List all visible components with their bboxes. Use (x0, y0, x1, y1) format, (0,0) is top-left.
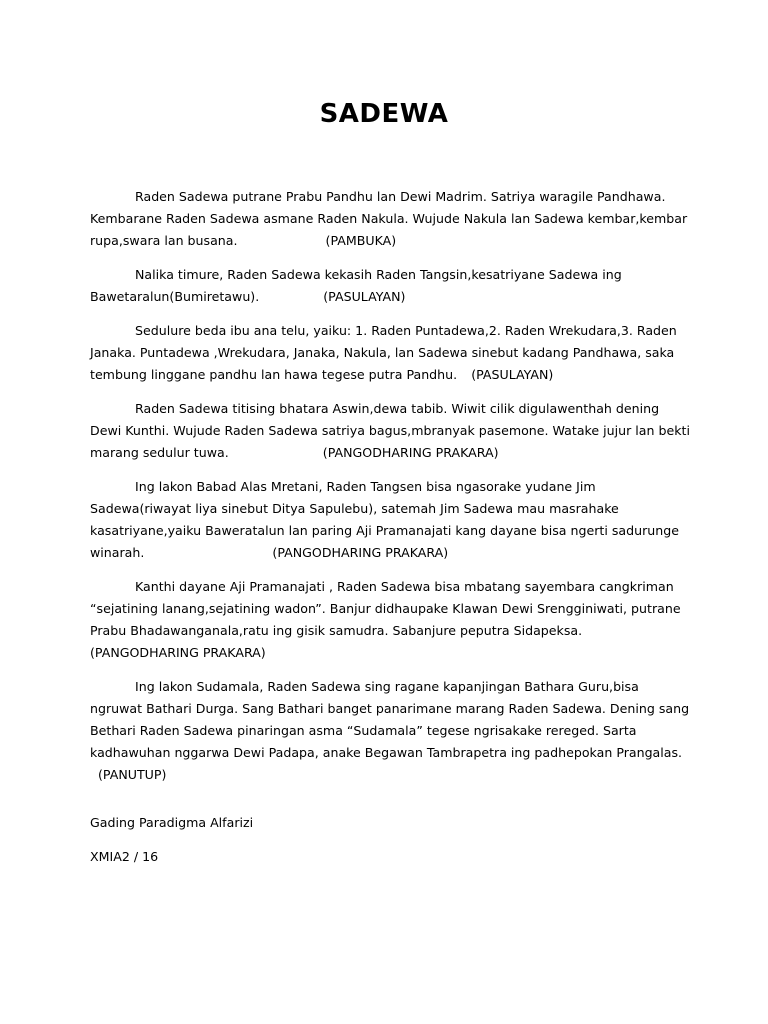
paragraph-2 (90, 264, 690, 308)
paragraph-tag: (PAMBUKA) (325, 233, 397, 248)
signature-block (90, 812, 253, 880)
paragraph-text: Ing lakon Sudamala, Raden Sadewa sing ragane kapanjingan Bathara Guru,bisa ngruwat Bathari Durga. Sang Bathari banget panarimane marang Raden Sadewa. Dening sang Bethari Raden Sadewa pinaringan asma “Sudamala” tegese ngrisakake rereged. Sarta kadhawuhan nggarwa Dewi Padapa, anake Begawan Tambrapetra ing padhepokan Prangalas. (90, 679, 690, 760)
document-body (90, 186, 690, 798)
author-name: Gading Paradigma Alfarizi (90, 815, 254, 830)
paragraph-1 (90, 186, 690, 252)
paragraph-tag: (PANGODHARING PRAKARA) (90, 645, 266, 660)
paragraph-text: Raden Sadewa titising bhatara Aswin,dewa tabib. Wiwit cilik digulawenthah dening Dewi Kunthi. Wujude Raden Sadewa satriya bagus,mbranyak pasemone. Watake jujur lan bekti marang sedulur tuwa. (90, 401, 690, 460)
paragraph-tag: (PASULAYAN) (471, 367, 554, 382)
paragraph-tag: (PANUTUP) (98, 767, 167, 782)
paragraph-text: Sedulure beda ibu ana telu, yaiku: 1. Raden Puntadewa,2. Raden Wrekudara,3. Raden Janaka. Puntadewa ,Wrekudara, Janaka, Nakula, lan Sadewa sinebut kadang Pandhawa, saka tembung linggane pandhu lan hawa tegese putra Pandhu. (90, 323, 677, 382)
paragraph-text: Raden Sadewa putrane Prabu Pandhu lan Dewi Madrim. Satriya waragile Pandhawa. Kembarane Raden Sadewa asmane Raden Nakula. Wujude Nakula lan Sadewa kembar,kembar rupa,swara lan busana. (90, 189, 688, 248)
author-class: XMIA2 / 16 (90, 849, 159, 864)
paragraph-tag: (PANGODHARING PRAKARA) (272, 545, 449, 560)
paragraph-text: Ing lakon Babad Alas Mretani, Raden Tangsen bisa ngasorake yudane Jim Sadewa(riwayat liya sinebut Ditya Sapulebu), satemah Jim Sadewa mau masrahake kasatriyane,yaiku Baweratalun lan paring Aji Pramanajati kang dayane bisa ngerti sadurunge winarah. (90, 479, 679, 560)
paragraph-3 (90, 320, 690, 386)
paragraph-4 (90, 398, 690, 464)
paragraph-text: Nalika timure, Raden Sadewa kekasih Raden Tangsin,kesatriyane Sadewa ing Bawetaralun(Bumiretawu). (90, 267, 622, 304)
paragraph-6 (90, 576, 690, 664)
paragraph-text: Kanthi dayane Aji Pramanajati , Raden Sadewa bisa mbatang sayembara cangkriman “sejatining lanang,sejatining wadon”. Banjur didhaupake Klawan Dewi Srengginiwati, putrane Prabu Bhadawanganala,ratu ing gisik samudra. Sabanjure peputra Sidapeksa. (90, 579, 681, 638)
paragraph-7 (90, 676, 690, 786)
paragraph-5 (90, 476, 690, 564)
document-title: SADEWA (319, 99, 449, 129)
paragraph-tag: (PANGODHARING PRAKARA) (322, 445, 499, 460)
paragraph-tag: (PASULAYAN) (323, 289, 406, 304)
